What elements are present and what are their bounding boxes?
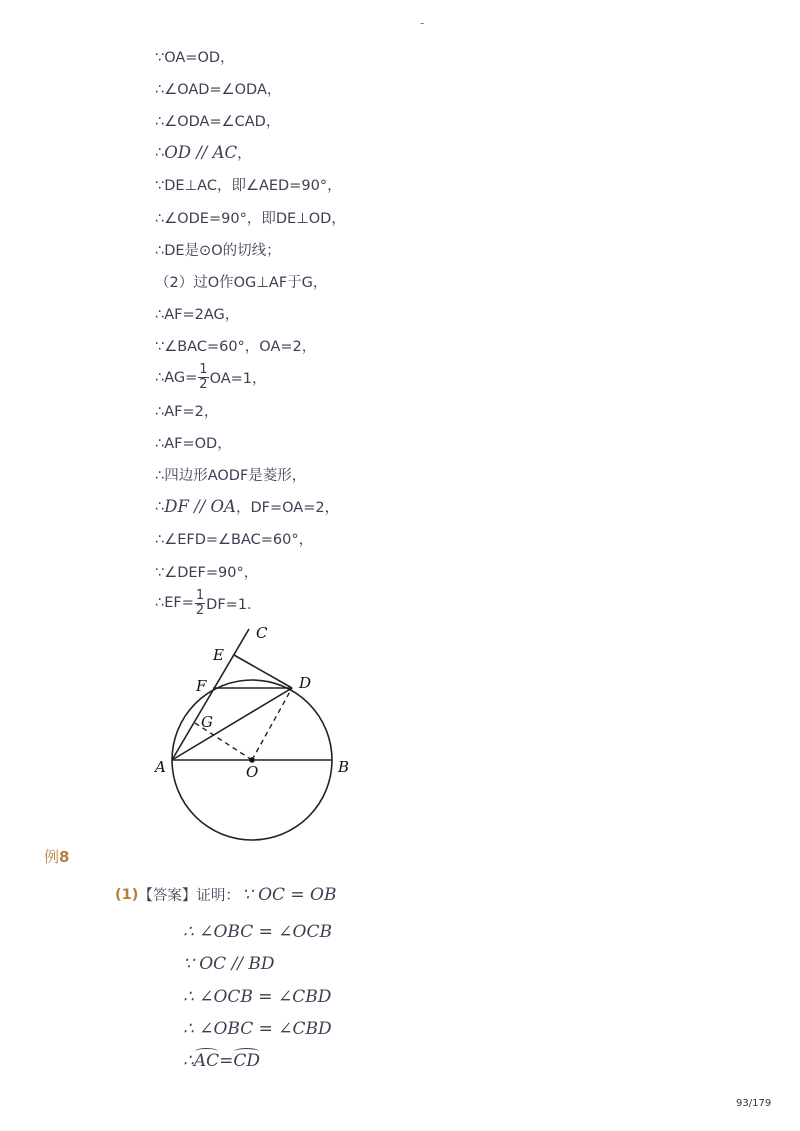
proof-text: ∴∠ODE=90°，即DE⊥OD，	[155, 210, 346, 227]
fraction-numerator: 1	[199, 362, 208, 378]
label-o: O	[246, 763, 259, 781]
center-dot	[249, 757, 255, 763]
label-d: D	[299, 674, 312, 692]
proof-text: ∴AF=2，	[155, 403, 219, 420]
proof-math: DF // OA	[164, 497, 236, 517]
example-number: 8	[59, 848, 70, 866]
proof-text: ∴∠OAD=∠ODA，	[155, 81, 282, 98]
fraction-numerator: 1	[195, 587, 205, 603]
proof-line	[155, 587, 346, 619]
proof-line	[155, 555, 346, 587]
proof-line	[155, 233, 346, 265]
proof-text: ∴四边形AODF是菱形，	[155, 468, 307, 485]
proof-text: ∵DE⊥AC，即∠AED=90°，	[155, 178, 342, 195]
proof-text: ∵∠BAC=60°，OA=2，	[155, 339, 317, 356]
answer-math-line: ∵ OC // BD	[183, 954, 275, 975]
proof-text: ∵∠DEF=90°，	[155, 564, 259, 581]
proof-line	[155, 104, 346, 136]
dashed-od	[252, 688, 292, 760]
answer-row	[115, 884, 337, 905]
answer-first-line: ∵ OC = OB	[241, 884, 337, 905]
fraction-denominator: 2	[199, 377, 208, 393]
proof-suffix: DF=1．	[206, 596, 262, 613]
line-ac	[172, 629, 249, 760]
label-b: B	[338, 758, 350, 776]
example-heading	[44, 846, 69, 867]
proof-line	[155, 201, 346, 233]
proof-text: ∴∠ODA=∠CAD，	[155, 113, 281, 130]
proof-math: OD // AC	[164, 143, 238, 163]
label-c: C	[256, 624, 268, 642]
proof-suffix: OA=1，	[209, 371, 267, 388]
proof-line	[155, 72, 346, 104]
answer-math-block	[183, 916, 332, 1077]
proof-text: ∴AF=OD，	[155, 435, 232, 452]
fraction	[195, 589, 205, 618]
proof-line	[155, 298, 346, 330]
proof-line	[155, 491, 346, 523]
proof-suffix: ，	[237, 146, 252, 163]
arc-prefix: ∴	[183, 1051, 194, 1072]
answer-math-line: ∴ ∠OBC = ∠CBD	[183, 1019, 332, 1040]
arc-equals: =	[219, 1051, 234, 1072]
proof-line	[155, 362, 346, 394]
proof-prefix: ∴EF=	[155, 595, 194, 612]
proof-line	[155, 523, 346, 555]
label-f: F	[196, 677, 207, 695]
proof-text: ∴AF=2AG，	[155, 307, 240, 324]
proof-line	[155, 137, 346, 169]
arc-cd: CD	[233, 1051, 261, 1072]
answer-tag: 【答案】证明：	[138, 888, 240, 904]
proof-line	[155, 426, 346, 458]
answer-math-line-arcs	[183, 1045, 332, 1077]
fraction	[198, 363, 208, 392]
proof-line	[155, 265, 346, 297]
proof-text: ∴∠EFD=∠BAC=60°，	[155, 532, 314, 549]
line-ad	[172, 688, 292, 760]
geometry-figure	[140, 618, 370, 843]
proof-prefix: ∴	[155, 498, 165, 515]
proof-prefix: ∴	[155, 144, 165, 161]
answer-math-line: ∴ ∠OBC = ∠OCB	[183, 922, 332, 943]
proof-text: （2）过O作OG⊥AF于G，	[155, 274, 328, 291]
label-e: E	[213, 646, 224, 664]
page-number: 93/179	[736, 1098, 772, 1109]
proof-text: ∵OA=OD，	[155, 49, 235, 66]
proof-line	[155, 394, 346, 426]
proof-line	[155, 330, 346, 362]
proof-line	[155, 169, 346, 201]
label-g: G	[201, 713, 213, 731]
page-top-mark: -	[420, 16, 425, 30]
proof-prefix: ∴AG=	[155, 369, 198, 386]
proof-text: ∴DE是⊙O的切线；	[155, 242, 281, 259]
label-a: A	[155, 758, 166, 776]
proof-line	[155, 458, 346, 490]
arc-ac: AC	[193, 1051, 220, 1072]
answer-number: (1)	[115, 886, 139, 903]
answer-math-line: ∴ ∠OCB = ∠CBD	[183, 986, 332, 1007]
proof-block	[155, 40, 346, 619]
proof-suffix: ，DF=OA=2，	[235, 500, 340, 517]
proof-line	[155, 40, 346, 72]
example-prefix: 例	[44, 848, 60, 866]
line-ed	[234, 655, 292, 688]
fraction-denominator: 2	[195, 602, 205, 618]
